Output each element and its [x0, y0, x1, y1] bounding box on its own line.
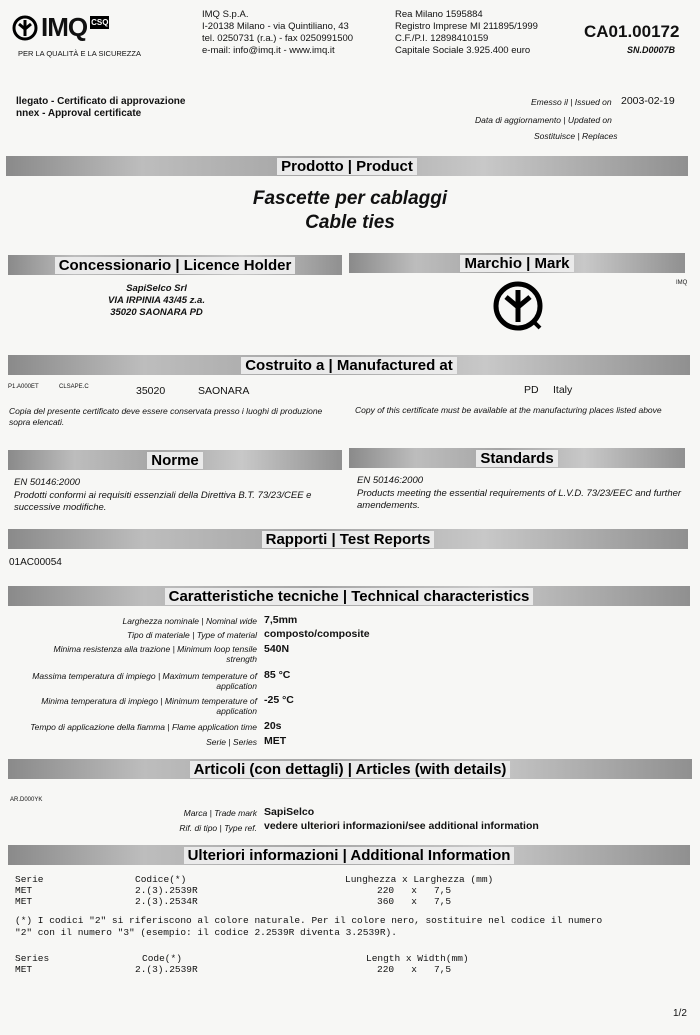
tech-value: MET — [264, 735, 287, 747]
registry-line: Rea Milano 1595884 — [395, 9, 483, 20]
table-row — [15, 885, 615, 896]
tech-label: Minima temperatura di impiego | Minimum temperature of application — [41, 696, 257, 716]
articles-heading: Articoli (con dettagli) | Articles (with details) — [190, 761, 511, 778]
table-header — [15, 953, 615, 964]
standards-heading-bar — [349, 448, 685, 468]
tech-value: 540N — [264, 643, 290, 655]
company-line: I-20138 Milano - via Quintiliano, 43 — [202, 21, 349, 32]
mark-code: IMQ — [676, 280, 688, 286]
col-header: Series — [15, 953, 50, 964]
issued-label: Emesso il | Issued on — [531, 97, 612, 107]
manufactured-note-en: Copy of this certificate must be available at the manufacturing places listed above — [355, 405, 662, 415]
articles-heading-bar — [8, 759, 692, 779]
reports-heading-bar — [8, 529, 688, 549]
norms-heading-en: Standards — [476, 450, 557, 467]
holder-address — [108, 283, 205, 319]
table-cell: 220 x 7,5 — [377, 964, 452, 975]
type-ref-value: vedere ulteriori informazioni/see additional information — [264, 820, 539, 832]
norms-heading-it: Norme — [147, 452, 203, 469]
norm-text-en: Products meeting the essential requirements of L.V.D. 73/23/EEC and further amendements. — [357, 488, 682, 511]
serial-number: SN.D0007B — [627, 45, 676, 55]
company-line: tel. 0250731 (r.a.) - fax 0250991500 — [202, 33, 354, 44]
annex-line: nnex - Approval certificate — [16, 108, 142, 119]
updated-label: Data di aggiornamento | Updated on — [475, 115, 612, 125]
table-row — [15, 896, 615, 907]
tech-label: Minima resistenza alla trazione | Minimum loop tensile strength — [53, 644, 257, 664]
issued-value: 2003-02-19 — [621, 95, 675, 107]
manufactured-note-it: Copia del presente certificato deve essere conservata presso i luoghi di produzione sopra elencati. — [9, 406, 323, 427]
technical-heading: Caratteristiche tecniche | Technical characteristics — [165, 588, 534, 605]
logo-badge: CSQ — [91, 18, 109, 27]
company-info — [202, 9, 353, 57]
tech-label: Larghezza nominale | Nominal wide — [122, 616, 257, 626]
table-cell: MET — [15, 885, 33, 896]
col-header: Lunghezza x Larghezza (mm) — [345, 874, 494, 885]
factory-country: Italy — [553, 384, 573, 396]
tech-label: Massima temperatura di impiego | Maximum temperature of application — [32, 671, 257, 691]
holder-heading-bar — [8, 255, 342, 275]
mark-heading-bar — [349, 253, 685, 273]
factory-city: SAONARA — [198, 385, 250, 397]
tech-value: 7,5mm — [264, 614, 298, 626]
tagline: PER LA QUALITÀ E LA SICUREZZA — [18, 49, 141, 58]
table-row — [15, 964, 615, 975]
tech-label: Tipo di materiale | Type of material — [127, 630, 257, 640]
trade-mark-label: Marca | Trade mark — [183, 808, 257, 818]
mark-heading: Marchio | Mark — [460, 255, 573, 272]
table-cell: MET — [15, 896, 33, 907]
company-line: e-mail: info@imq.it - www.imq.it — [202, 45, 335, 56]
registry-line: Capitale Sociale 3.925.400 euro — [395, 45, 531, 56]
factory-code: P1.A000ET — [8, 384, 39, 390]
registry-line: Registro Imprese MI 211895/1999 — [395, 21, 538, 32]
annex-title — [16, 96, 185, 120]
company-line: IMQ S.p.A. — [202, 9, 249, 20]
table-cell: 220 x 7,5 — [377, 885, 452, 896]
additional-table-en — [15, 953, 615, 975]
norms-heading-bar — [8, 450, 342, 470]
factory-code: CLSAPE.C — [59, 384, 89, 390]
norm-standard-it: EN 50146:2000 — [14, 477, 81, 488]
imq-logo — [12, 12, 109, 43]
factory-province: PD — [524, 384, 539, 396]
table-cell: 360 x 7,5 — [377, 896, 452, 907]
logo-text: IMQ — [41, 12, 88, 42]
tech-value: 85 °C — [264, 669, 291, 681]
cert-number: CA01.00172 — [584, 22, 680, 41]
tech-label: Serie | Series — [206, 737, 257, 747]
imq-mark-icon — [12, 15, 38, 41]
reports-heading: Rapporti | Test Reports — [262, 531, 435, 548]
registry-line: C.F./P.I. 12898410159 — [395, 33, 489, 44]
product-name-en: Cable ties — [305, 212, 395, 233]
additional-table-it — [15, 874, 615, 907]
col-header: Code(*) — [142, 953, 182, 964]
additional-heading-bar — [8, 845, 690, 865]
table-cell: 2.(3).2539R — [135, 964, 198, 975]
col-header: Length x Width(mm) — [366, 953, 469, 964]
norm-text-it: Prodotti conformi ai requisiti essenziali della Direttiva B.T. 73/23/CEE e successive modifiche. — [14, 490, 312, 513]
col-header: Serie — [15, 874, 44, 885]
col-header: Codice(*) — [135, 874, 187, 885]
holder-address-line: 35020 SAONARA PD — [110, 307, 203, 318]
article-code: AR.D000YK — [10, 797, 43, 803]
code-footnote: (*) I codici "2" si riferiscono al colore naturale. Per il colore nero, sostituire nel codice il numero "2" con il numero "3" (esempio: il codice 2.2539R diventa 3.2539R). — [15, 915, 603, 938]
product-heading-bar — [6, 156, 688, 176]
table-header — [15, 874, 615, 885]
trade-mark-value: SapiSelco — [264, 806, 315, 818]
report-id: 01AC00054 — [9, 557, 62, 568]
norm-standard-en: EN 50146:2000 — [357, 475, 424, 486]
table-cell: MET — [15, 964, 33, 975]
annex-line: llegato - Certificato di approvazione — [16, 96, 186, 107]
tech-value: 20s — [264, 720, 282, 732]
holder-address-line: VIA IRPINIA 43/45 z.a. — [108, 295, 205, 306]
tech-value: composto/composite — [264, 628, 370, 640]
manufactured-heading: Costruito a | Manufactured at — [241, 357, 457, 374]
manufactured-heading-bar — [8, 355, 690, 375]
product-heading: Prodotto | Product — [277, 158, 417, 175]
type-ref-label: Rif. di tipo | Type ref. — [179, 823, 257, 833]
imq-mark-icon — [492, 280, 544, 332]
table-cell: 2.(3).2534R — [135, 896, 198, 907]
tech-value: -25 °C — [264, 694, 294, 706]
holder-name: SapiSelco Srl — [126, 283, 187, 294]
table-cell: 2.(3).2539R — [135, 885, 198, 896]
holder-heading: Concessionario | Licence Holder — [55, 257, 296, 274]
registry-info — [395, 9, 538, 57]
replaces-label: Sostituisce | Replaces — [534, 131, 618, 141]
page-number: 1/2 — [673, 1008, 687, 1019]
tech-label: Tempo di applicazione della fiamma | Flame application time — [30, 722, 257, 732]
factory-zip: 35020 — [136, 385, 166, 397]
product-name-it: Fascette per cablaggi — [252, 188, 448, 209]
additional-heading: Ulteriori informazioni | Additional Information — [184, 847, 515, 864]
technical-heading-bar — [8, 586, 690, 606]
